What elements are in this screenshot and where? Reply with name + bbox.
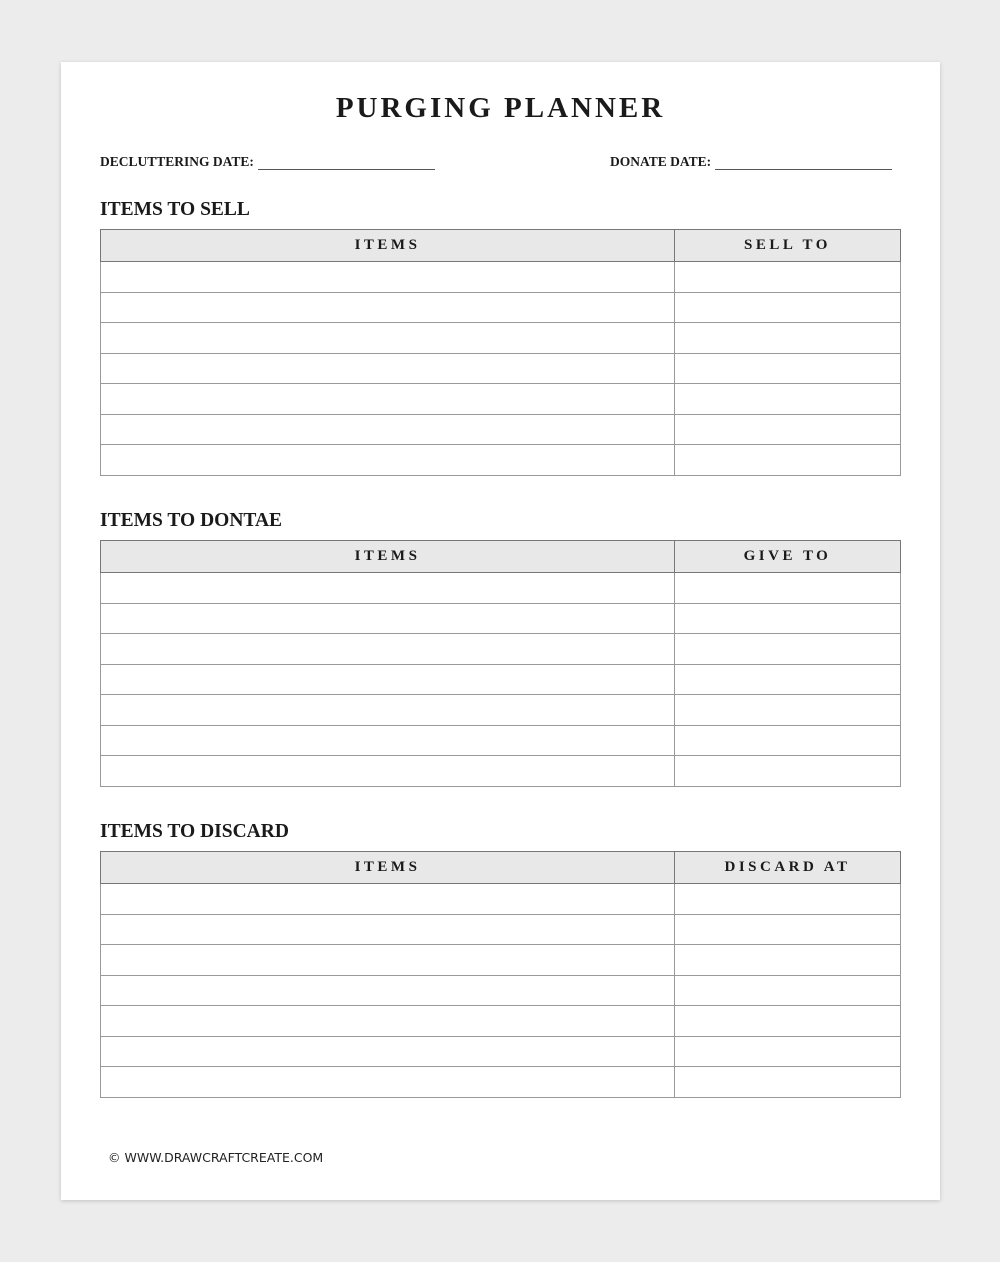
table-row — [101, 695, 901, 726]
section-heading: ITEMS TO DISCARD — [100, 821, 289, 842]
destination-cell[interactable] — [675, 1006, 901, 1037]
item-cell[interactable] — [101, 414, 675, 445]
destination-cell[interactable] — [675, 323, 901, 354]
item-cell[interactable] — [101, 634, 675, 665]
column-header-destination: GIVE TO — [675, 541, 901, 573]
donate-date-field[interactable] — [715, 156, 892, 170]
donate-date — [610, 154, 892, 170]
destination-cell[interactable] — [675, 884, 901, 915]
item-cell[interactable] — [101, 445, 675, 476]
item-cell[interactable] — [101, 756, 675, 787]
table-row — [101, 1006, 901, 1037]
table-header — [101, 852, 901, 884]
table-row — [101, 384, 901, 415]
destination-cell[interactable] — [675, 975, 901, 1006]
item-cell[interactable] — [101, 664, 675, 695]
item-cell[interactable] — [101, 945, 675, 976]
item-cell[interactable] — [101, 1067, 675, 1098]
decluttering-date-label: DECLUTTERING DATE: — [100, 154, 254, 169]
destination-cell[interactable] — [675, 634, 901, 665]
destination-cell[interactable] — [675, 573, 901, 604]
destination-cell[interactable] — [675, 292, 901, 323]
section-0 — [100, 198, 901, 253]
donate-date-label: DONATE DATE: — [610, 154, 712, 169]
table-row — [101, 975, 901, 1006]
column-header-destination: SELL TO — [675, 230, 901, 262]
table-row — [101, 603, 901, 634]
destination-cell[interactable] — [675, 664, 901, 695]
section-heading: ITEMS TO DONTAE — [100, 510, 283, 531]
table-header — [101, 230, 901, 262]
items-table — [100, 540, 901, 787]
item-cell[interactable] — [101, 1006, 675, 1037]
table-row — [101, 945, 901, 976]
item-cell[interactable] — [101, 384, 675, 415]
destination-cell[interactable] — [675, 353, 901, 384]
table-row — [101, 445, 901, 476]
section-2 — [100, 820, 901, 875]
item-cell[interactable] — [101, 695, 675, 726]
destination-cell[interactable] — [675, 914, 901, 945]
section-1 — [100, 509, 901, 564]
item-cell[interactable] — [101, 292, 675, 323]
item-cell[interactable] — [101, 914, 675, 945]
table-row — [101, 414, 901, 445]
table-header — [101, 541, 901, 573]
table-row — [101, 884, 901, 915]
footer-copyright: © WWW.DRAWCRAFTCREATE.COM — [108, 1150, 324, 1165]
destination-cell[interactable] — [675, 414, 901, 445]
destination-cell[interactable] — [675, 695, 901, 726]
destination-cell[interactable] — [675, 603, 901, 634]
items-table — [100, 229, 901, 476]
decluttering-date — [100, 154, 435, 170]
table-row — [101, 1036, 901, 1067]
destination-cell[interactable] — [675, 1036, 901, 1067]
item-cell[interactable] — [101, 323, 675, 354]
table-row — [101, 573, 901, 604]
planner-page — [61, 62, 940, 1200]
item-cell[interactable] — [101, 1036, 675, 1067]
item-cell[interactable] — [101, 603, 675, 634]
item-cell[interactable] — [101, 975, 675, 1006]
table-row — [101, 262, 901, 293]
item-cell[interactable] — [101, 725, 675, 756]
page-title: PURGING PLANNER — [335, 92, 666, 124]
item-cell[interactable] — [101, 884, 675, 915]
table-row — [101, 664, 901, 695]
item-cell[interactable] — [101, 353, 675, 384]
table-row — [101, 756, 901, 787]
items-table — [100, 851, 901, 1098]
destination-cell[interactable] — [675, 725, 901, 756]
destination-cell[interactable] — [675, 384, 901, 415]
table-row — [101, 292, 901, 323]
table-row — [101, 725, 901, 756]
table-row — [101, 323, 901, 354]
column-header-items: ITEMS — [101, 852, 675, 884]
column-header-items: ITEMS — [101, 230, 675, 262]
item-cell[interactable] — [101, 573, 675, 604]
decluttering-date-field[interactable] — [258, 156, 435, 170]
destination-cell[interactable] — [675, 1067, 901, 1098]
column-header-destination: DISCARD AT — [675, 852, 901, 884]
destination-cell[interactable] — [675, 262, 901, 293]
table-row — [101, 914, 901, 945]
column-header-items: ITEMS — [101, 541, 675, 573]
section-heading: ITEMS TO SELL — [100, 199, 250, 220]
destination-cell[interactable] — [675, 445, 901, 476]
table-row — [101, 634, 901, 665]
table-row — [101, 353, 901, 384]
item-cell[interactable] — [101, 262, 675, 293]
destination-cell[interactable] — [675, 756, 901, 787]
destination-cell[interactable] — [675, 945, 901, 976]
table-row — [101, 1067, 901, 1098]
